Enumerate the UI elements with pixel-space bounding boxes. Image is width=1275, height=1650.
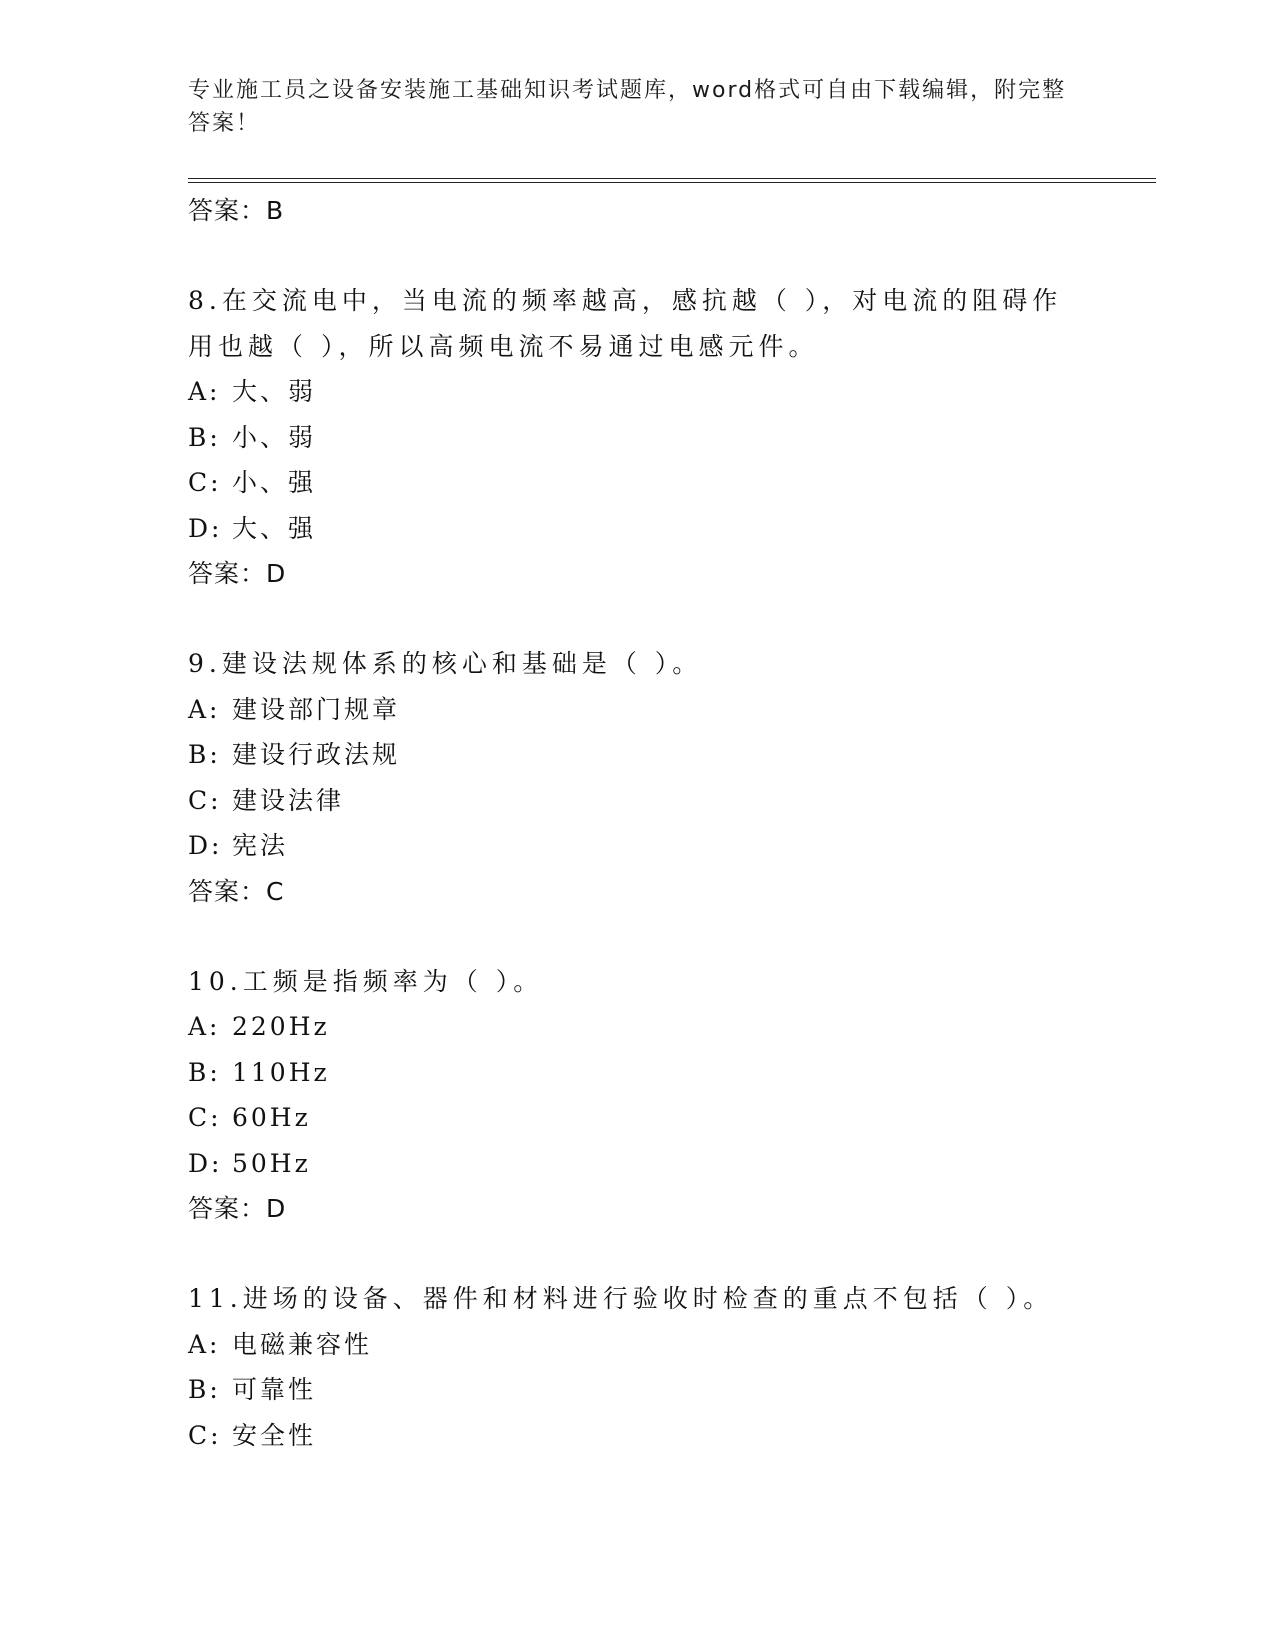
spacer — [188, 915, 1088, 959]
option-text: 建设行政法规 — [232, 740, 401, 769]
document-header: 专业施工员之设备安装施工基础知识考试题库，word格式可自由下载编辑，附完整答案！ — [188, 78, 1067, 136]
option-c — [188, 778, 1088, 824]
option-letter: D: — [188, 513, 223, 543]
option-text: 安全性 — [232, 1420, 317, 1450]
option-text: 小、强 — [232, 468, 317, 497]
option-letter: C: — [188, 1103, 222, 1132]
option-letter: D: — [188, 831, 223, 860]
option-text: 60Hz — [232, 1103, 311, 1132]
option-letter: D: — [188, 1148, 223, 1178]
question-block — [188, 1276, 1088, 1458]
option-letter: A: — [188, 694, 221, 724]
option-text: 110Hz — [232, 1057, 330, 1087]
question-stem: 8.在交流电中，当电流的频率越高，感抗越（ ），对电流的阻碍作用也越（ ），所以高频电流不易通过电感元件。 — [188, 286, 1063, 361]
question-block — [188, 278, 1088, 597]
option-a — [188, 369, 1088, 415]
option-text: 大、弱 — [232, 377, 317, 406]
option-b — [188, 732, 1088, 778]
option-letter: C: — [188, 468, 222, 497]
option-text: 可靠性 — [232, 1375, 317, 1404]
option-letter: C: — [188, 785, 222, 815]
option-d — [188, 506, 1088, 552]
option-text: 220Hz — [232, 1012, 330, 1041]
option-text: 50Hz — [232, 1148, 311, 1178]
option-a — [188, 687, 1088, 733]
option-text: 建设部门规章 — [232, 694, 401, 724]
question-block — [188, 959, 1088, 1233]
question-block — [188, 641, 1088, 915]
option-c — [188, 1095, 1088, 1141]
option-letter: B: — [188, 1057, 221, 1087]
question-stem: 11.进场的设备、器件和材料进行验收时检查的重点不包括（ ）。 — [188, 1284, 1054, 1313]
option-letter: A: — [188, 1012, 221, 1041]
answer-line: 答案：D — [188, 559, 287, 588]
option-d — [188, 823, 1088, 869]
option-letter: C: — [188, 1420, 222, 1450]
question-stem: 9.建设法规体系的核心和基础是（ ）。 — [188, 649, 703, 678]
spacer — [188, 234, 1088, 278]
question-stem: 10.工频是指频率为（ ）。 — [188, 966, 544, 996]
option-text: 电磁兼容性 — [232, 1329, 373, 1359]
option-letter: B: — [188, 1375, 221, 1404]
spacer — [188, 597, 1088, 641]
option-d — [188, 1141, 1088, 1187]
answer-line: 答案：C — [188, 876, 285, 906]
option-text: 小、弱 — [232, 422, 317, 452]
question-list — [188, 188, 1088, 1458]
answer-line: 答案：B — [188, 196, 285, 225]
answer-line: 答案：D — [188, 1194, 287, 1223]
option-letter: B: — [188, 422, 221, 452]
option-a — [188, 1004, 1088, 1050]
option-text: 大、强 — [232, 513, 317, 543]
option-letter: B: — [188, 740, 221, 769]
spacer — [188, 1232, 1088, 1276]
header-rule-top — [188, 178, 1156, 179]
header-rule-bottom — [188, 182, 1156, 183]
option-b — [188, 415, 1088, 461]
option-c — [188, 1413, 1088, 1459]
option-b — [188, 1367, 1088, 1413]
option-text: 宪法 — [232, 831, 289, 860]
option-a — [188, 1322, 1088, 1368]
option-c — [188, 460, 1088, 506]
option-b — [188, 1050, 1088, 1096]
option-text: 建设法律 — [232, 785, 345, 815]
option-letter: A: — [188, 1329, 221, 1359]
option-letter: A: — [188, 377, 221, 406]
